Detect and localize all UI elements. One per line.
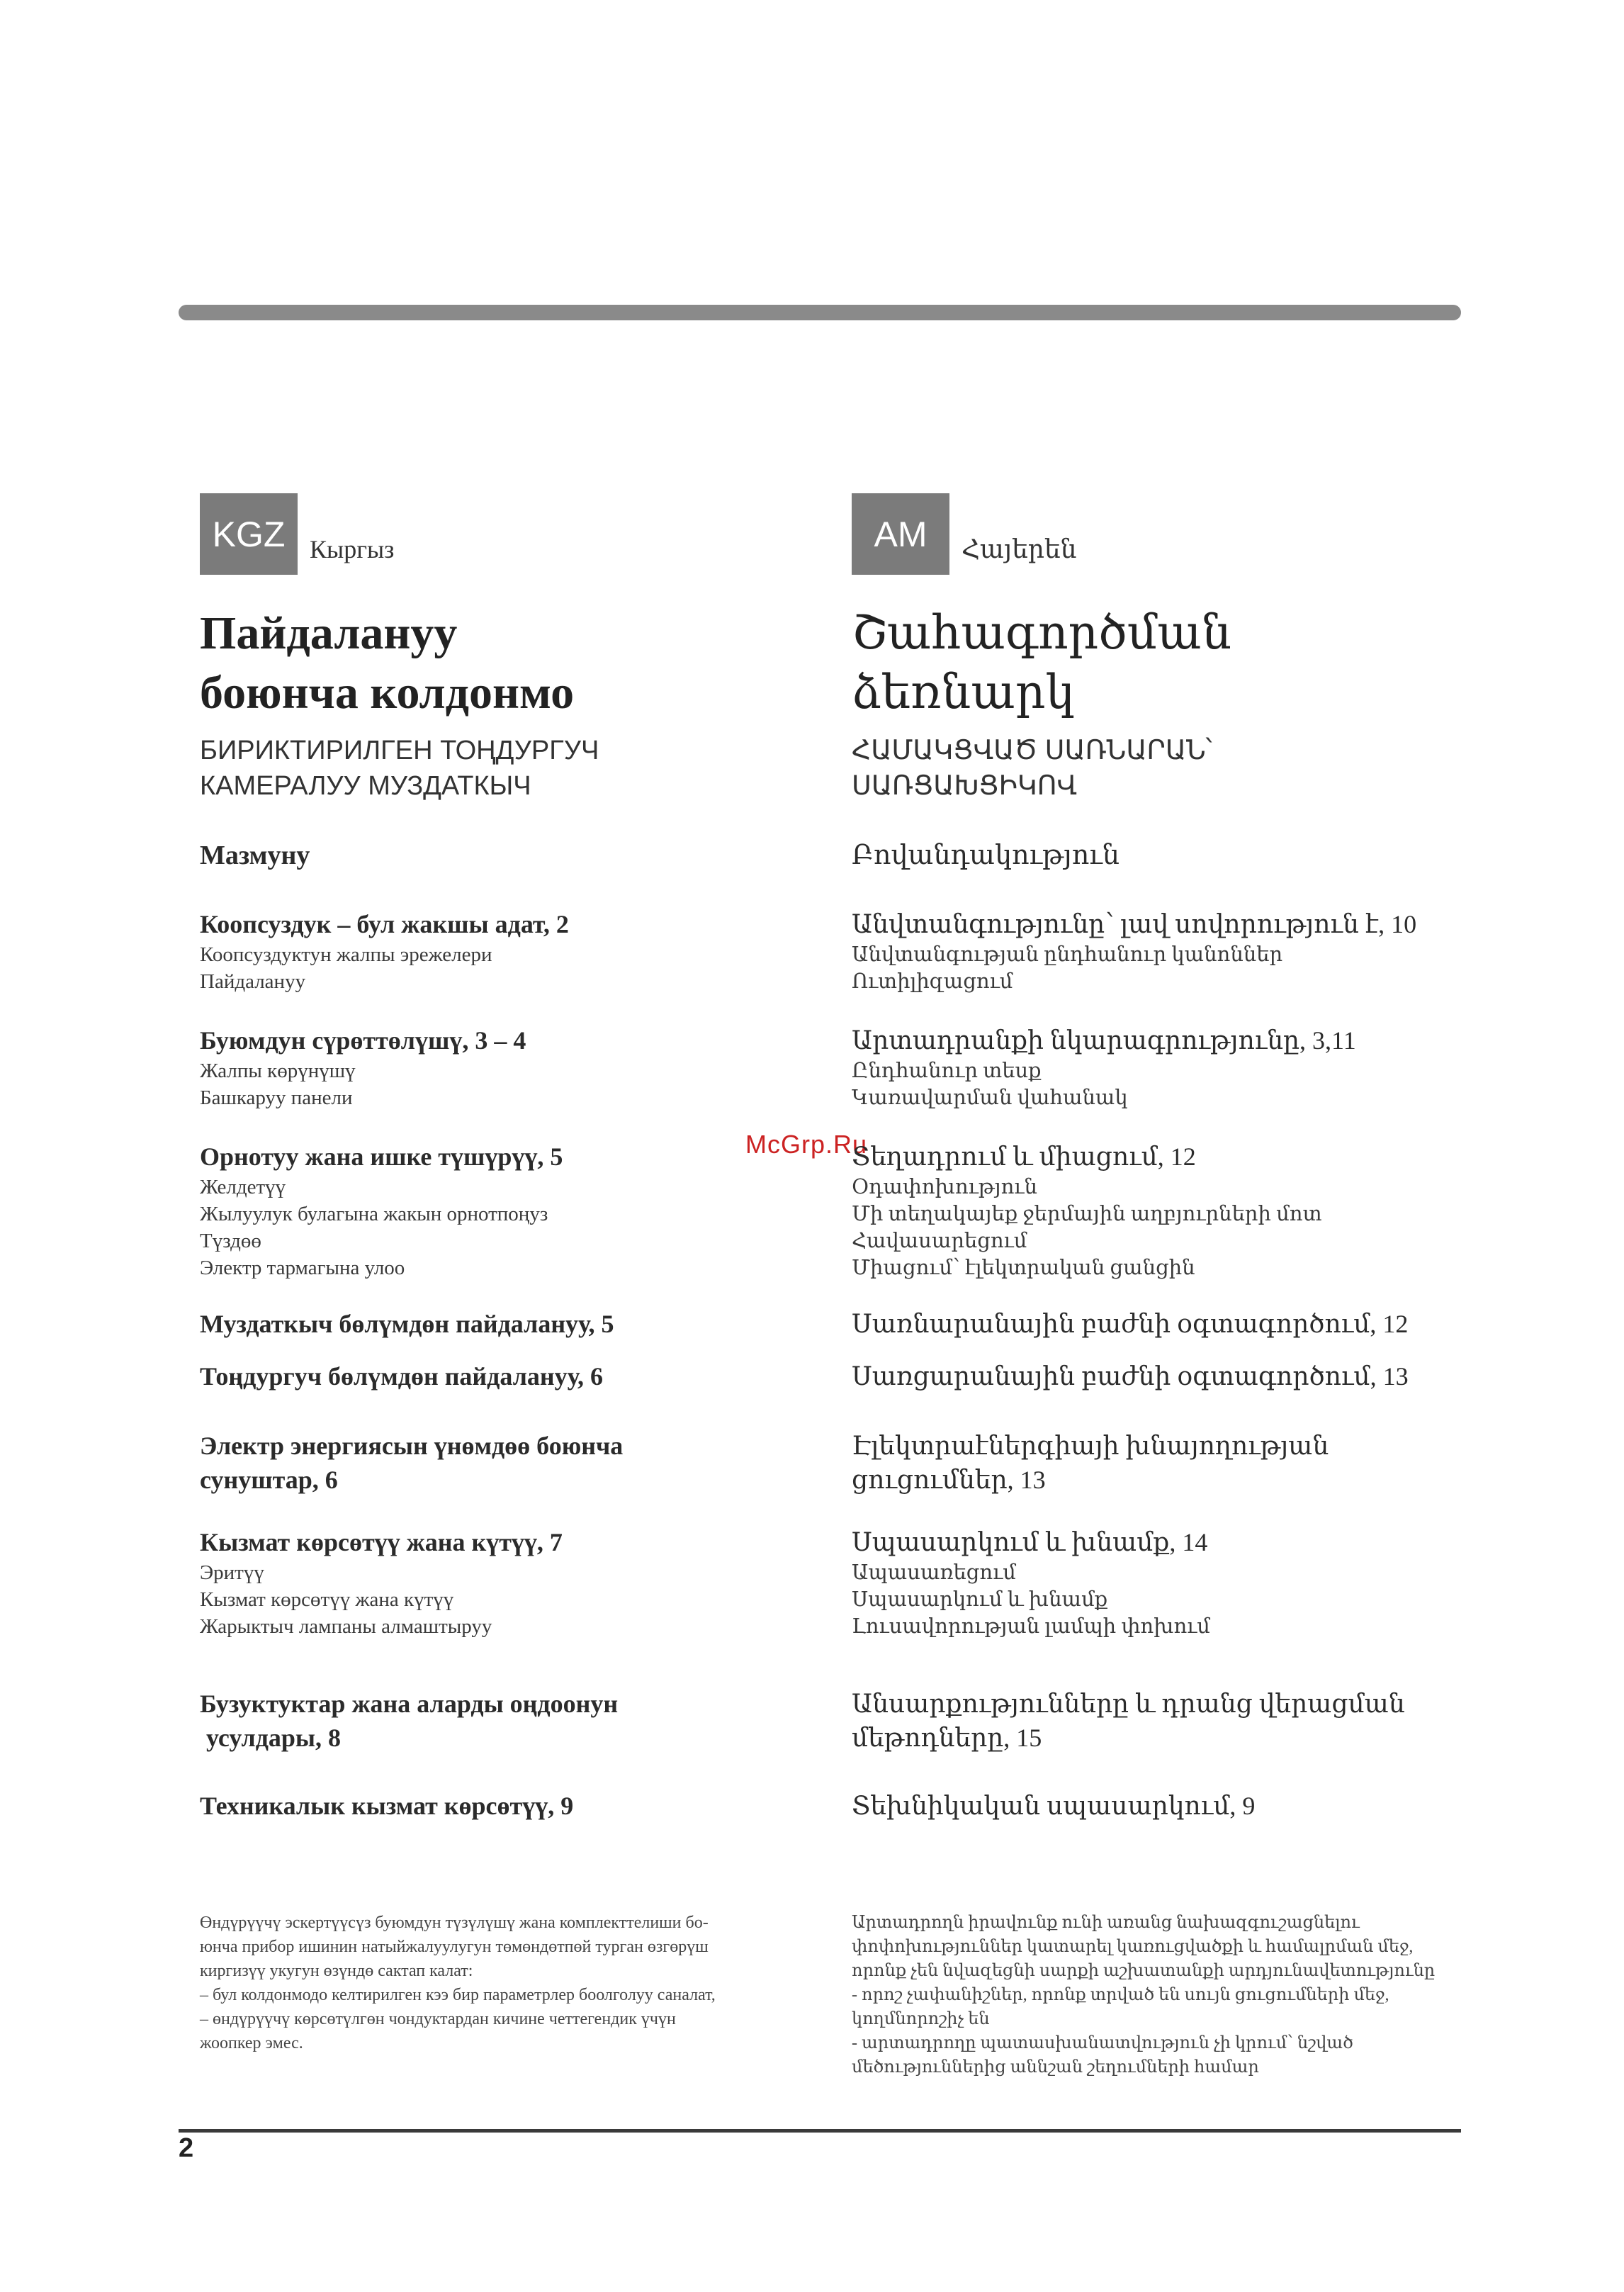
toc-section-title: Սառցարանային բաժնի օգտագործում, 13 (852, 1362, 1409, 1391)
notice-line: киргизүү укугун өзүндө сактап калат: (200, 1962, 473, 1980)
toc-item: Коопсуздуктун жалпы эрежелери (200, 943, 492, 966)
language-badge: KGZ (200, 493, 298, 575)
toc-item: Կառավարման վահանակ (852, 1086, 1128, 1109)
product-subtitle (852, 733, 1504, 804)
kyrgyz-column (200, 493, 852, 1823)
notice-line: որոնք չեն նվազեցնի սարքի աշխատանքի արդյունավետությունը (852, 1962, 1436, 1980)
toc-section (852, 1359, 1504, 1393)
title-line: Շահագործման (852, 607, 1231, 659)
toc-section-title: Տեխնիկական սպասարկում, 9 (852, 1792, 1256, 1820)
toc-item: Эритүү (200, 1561, 264, 1584)
toc-section (852, 1023, 1504, 1111)
toc-item: Լուսավորության լամպի փոխում (852, 1615, 1210, 1638)
toc-section (200, 907, 852, 995)
toc-item: Пайдалануу (200, 970, 306, 993)
toc-section-title: Коопсуздук – бул жакшы адат, 2 (200, 910, 569, 938)
language-name: Հայերեն (962, 535, 1077, 563)
notice-line: - որոշ չափանիշներ, որոնք տրված են սույն ցուցումների մեջ, (852, 1986, 1389, 2004)
toc-item: Кызмат көрсөтүү жана күтүү (200, 1588, 454, 1611)
toc-section (200, 1307, 852, 1341)
toc-item: Ուտիլիզացում (852, 970, 1013, 993)
manufacturer-notice (852, 1911, 1489, 2079)
notice-line: փոփոխություններ կատարել կառուցվածքի և համալրման մեջ, (852, 1938, 1414, 1956)
toc-section-title: Սպասարկում և խնամք, 14 (852, 1528, 1208, 1556)
toc-section (200, 1429, 852, 1497)
toc-section (852, 907, 1504, 995)
language-header (852, 493, 1504, 578)
toc-item: Жарыктыч лампаны алмаштыруу (200, 1615, 492, 1638)
subtitle-line: ՍԱՌՑԱԽՑԻԿՈՎ (852, 771, 1078, 801)
toc-section (200, 1023, 852, 1111)
notice-line: մեծություններից աննշան շեղումների համար (852, 2058, 1259, 2077)
toc-section-title: Буюмдун сүрөттөлүшү, 3 – 4 (200, 1026, 526, 1055)
toc-section (852, 1307, 1504, 1341)
toc-item: Башкаруу панели (200, 1086, 353, 1109)
toc-section-title: Սառնարանային բաժնի օգտագործում, 12 (852, 1310, 1409, 1338)
toc-item: Օդափոխություն (852, 1176, 1037, 1198)
title-line: ձեռնարկ (852, 667, 1075, 719)
toc-section (200, 1525, 852, 1640)
toc-section-title: Էլեկտրաէներգիայի խնայողության ցուցումներ, 13 (852, 1432, 1329, 1494)
toc-item: Жылуулук булагына жакын орнотпоңуз (200, 1203, 548, 1225)
toc-section (200, 1140, 852, 1281)
toc-item: Желдетүү (200, 1176, 286, 1198)
toc-section (852, 1429, 1504, 1497)
toc-section (200, 1789, 852, 1823)
page-number: 2 (179, 2133, 194, 2163)
armenian-column (852, 493, 1504, 1823)
toc-section-title: Անսարքությունները և դրանց վերացման մեթոդները, 15 (852, 1690, 1405, 1752)
notice-line: Өндүрүүчү эскертүүсүз буюмдун түзүлүшү жана комплекттелиши бо- (200, 1914, 709, 1932)
toc-section-title: Тоңдургуч бөлүмдөн пайдалануу, 6 (200, 1362, 604, 1391)
toc-section-title: Кызмат көрсөтүү жана күтүү, 7 (200, 1528, 563, 1556)
title-line: боюнча колдонмо (200, 667, 575, 719)
toc-item: Անվտանգության ընդհանուր կանոններ (852, 943, 1283, 966)
toc-item: Түздөө (200, 1230, 261, 1252)
toc-section-title: Орнотуу жана ишке түшүрүү, 5 (200, 1142, 563, 1171)
toc-item: Սպասարկում և խնամք (852, 1588, 1108, 1611)
toc-section (200, 1359, 852, 1393)
title-line: Пайдалануу (200, 607, 458, 659)
subtitle-line: КАМЕРАЛУУ МУЗДАТКЫЧ (200, 771, 531, 801)
product-subtitle (200, 733, 852, 804)
notice-line: - արտադրողը պատասխանատվություն չի կրում՝ նշված (852, 2034, 1353, 2052)
language-badge: AM (852, 493, 949, 575)
toc-item: Электр тармагына улоо (200, 1257, 405, 1279)
toc-item: Ընդհանուր տեսք (852, 1060, 1042, 1082)
manufacturer-notice (200, 1911, 838, 2055)
toc-item: Ապասառեցում (852, 1561, 1016, 1584)
manual-title (200, 604, 852, 723)
toc-section-title: Муздаткыч бөлүмдөн пайдалануу, 5 (200, 1310, 614, 1338)
notice-line: юнча прибор ишинин натыйжалуулугун төмөндөтпөй турган өзгөрүш (200, 1938, 709, 1956)
notice-line: կողմնորոշիչ են (852, 2010, 990, 2028)
toc-item: Жалпы көрүнүшү (200, 1060, 356, 1082)
watermark: McGrp.Ru (745, 1130, 868, 1159)
toc-section (852, 1789, 1504, 1823)
toc-section-title: Արտադրանքի նկարագրությունը, 3,11 (852, 1026, 1356, 1055)
notice-line: Արտադրողն իրավունք ունի առանց նախազգուշացնելու (852, 1914, 1360, 1932)
toc-section-title: Электр энергиясын үнөмдөө боюнча сунуштар, 6 (200, 1432, 624, 1494)
toc-section-title: Техникалык кызмат көрсөтүү, 9 (200, 1792, 574, 1820)
subtitle-line: ՀԱՄԱԿՑՎԱԾ ՍԱՌՆԱՐԱՆ՝ (852, 736, 1212, 765)
toc-section (852, 1525, 1504, 1640)
notice-line: жоопкер эмес. (200, 2034, 303, 2052)
language-header (200, 493, 852, 578)
toc-item: Միացում՝ էլեկտրական ցանցին (852, 1257, 1195, 1279)
toc-section (852, 1687, 1504, 1755)
toc-section-title: Տեղադրում և միացում, 12 (852, 1142, 1196, 1171)
notice-line: – бул колдонмодо келтирилген кээ бир параметрлер боолголуу саналат, (200, 1986, 716, 2004)
contents-heading: Мазмуну (200, 841, 310, 870)
toc-section-title: Անվտանգությունը՝ լավ սովորություն է, 10 (852, 910, 1417, 938)
notice-line: – өндүрүүчү көрсөтүлгөн чондуктардан кичине четтегендик үчүн (200, 2010, 676, 2028)
toc-item: Մի տեղակայեք ջերմային աղբյուրների մոտ (852, 1203, 1322, 1225)
toc-section-title: Бузуктуктар жана аларды оңдоонун усулдары, 8 (200, 1690, 619, 1752)
toc-section (200, 1687, 852, 1755)
bottom-rule (179, 2129, 1461, 2133)
top-decorative-bar (179, 305, 1461, 320)
contents-heading: Բովանդակություն (852, 841, 1120, 870)
subtitle-line: БИРИКТИРИЛГЕН ТОҢДУРГУЧ (200, 736, 599, 765)
toc-section (852, 1140, 1504, 1281)
toc-item: Հավասարեցում (852, 1230, 1027, 1252)
language-name: Кыргыз (310, 535, 395, 563)
manual-title (852, 604, 1504, 723)
